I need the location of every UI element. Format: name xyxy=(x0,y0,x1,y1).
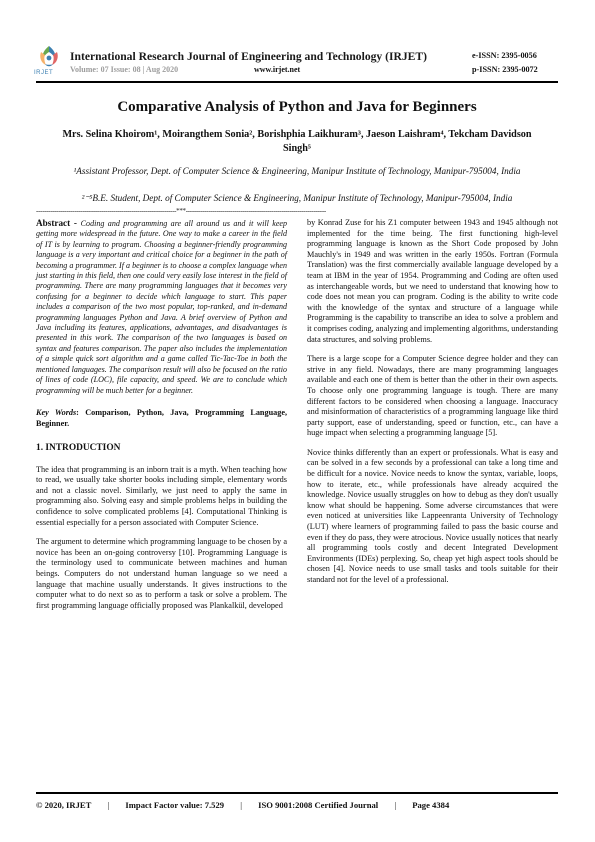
volume-info: Volume: 07 Issue: 08 | Aug 2020 xyxy=(70,65,179,74)
footer-separator: | xyxy=(240,800,242,810)
page-footer xyxy=(36,800,558,810)
right-paragraph-2: There is a large scope for a Computer Science degree holder and they can strive in any field. Nowadays, there are many programming languages available and each one of them is better than the other in their own aspects. To choose only one programming language is tough. There are many different factors to be considered when choosing a language. Inaccuracy and misinformation of characteristics of a programming language like third party support, ease of understanding, speed or function, etc., can have a huge impact when selecting a programming language [5]. xyxy=(307,354,558,438)
left-column xyxy=(36,218,287,620)
footer-separator: | xyxy=(394,800,397,810)
keywords xyxy=(36,408,287,429)
header-rule xyxy=(36,81,558,83)
footer-separator: | xyxy=(107,800,110,810)
right-paragraph-3: Novice thinks differently than an expert or professionals. What is easy and can be solved in a few seconds by a professional can take a long time and be difficult for a novice. Novice needs to know the syntax, variable, loops, how to iterate, etc., while professionals have already acquired the knowledge. Novice usually struggles on how to debug as they don't usually know what should be happening. Some adverse circumstances that were even noticed at universities like Lappeenranta University of Technology (LUT) where learners of programming failed to pass the basic course and even if they do pass, they were atrocious. Novice usually notices that nearly all programming tools costly and decent Integrated Development Environments (IDEs) perplexing. So, cheap yet high aspect tools should be chosen [4]. Novice needs to use small tasks and tools suitable for their standard not for the level of a professional. xyxy=(307,447,558,584)
abstract-text: Coding and programming are all around us and it will keep getting more widespread in the future. One way to make a career in the field of IT is by learning to program. Choosing a beginner-friendly programming language is a very important and critical choice for a beginner in the path of becoming a programmer. If a beginner is to choose a complex language when just starting in this field, then one could very easily lose interest in the field of programming. There are many programming languages that it becomes very confusing for a beginner to decide which language to start. This paper includes a comparison of the two most popular, top-ranked, and in-demand programming languages Python and Java. A brief overview of Python and Java including its features, applications, advantages, and disadvantages is presented in this work. The comparison of the two languages is based on syntax and features comparison. The paper also includes the implementation of a simple quick sort algorithm and a game called Tic-Tac-Toe in both the mentioned languages. The comparison result will also be focused on the ratio of lines of code (LOC), file capacity, and speed. We are to conclude which programming will be much better for a beginner. xyxy=(36,219,288,395)
footer-iso: ISO 9001:2008 Certified Journal xyxy=(258,800,379,810)
footer-page-number: Page 4384 xyxy=(412,800,450,810)
p-issn: p-ISSN: 2395-0072 xyxy=(472,65,538,74)
section-heading-introduction: 1. INTRODUCTION xyxy=(36,443,121,454)
intro-paragraph-1: The idea that programming is an inborn trait is a myth. When teaching how to read, we usually take shorter books including simple, elementary words and not a classic novel. Similarly, we just need to apply the same in programming also. Solving easy and simple problems helps in building the confidence to solve complicated problems [4]. Computational Thinking is essential especially for a person associated with Computer Science. xyxy=(36,464,287,527)
right-paragraph-1: by Konrad Zuse for his Z1 computer between 1943 and 1945 although not implemented for the time being. The first functioning high-level programming language is known as the Short Code proposed by John Mauchly's in 1949 and was written in the early 1950s. Fortran (Formula Translation) was the first commercially available language developed by a team at IBM in the year of 1954. Programming and Coding are often used as interchangeable words, but we need to understand that knowing how to code does not mean you can program. Coding is the ability to write code with the knowledge of the syntax and structure of a language while Programming is the capability to transcribe an idea to solve a problem and it comprises coding, analyzing and implementing algorithms, understanding data structures, and solving problems. xyxy=(307,218,558,344)
footer-rule xyxy=(36,792,558,794)
right-column xyxy=(307,218,558,595)
logo-text: IRJET xyxy=(34,70,54,76)
journal-title: International Research Journal of Engineering and Technology (IRJET) xyxy=(70,50,427,63)
abstract-label: Abstract - xyxy=(36,218,81,228)
abstract xyxy=(36,218,287,396)
issn-block xyxy=(472,51,558,79)
paper-title: Comparative Analysis of Python and Java for Beginners xyxy=(117,99,477,115)
irjet-logo-icon xyxy=(36,44,62,70)
affiliation-1: ¹Assistant Professor, Dept. of Computer Science & Engineering, Manipur Institute of Technology, Manipur-795004, India xyxy=(73,166,521,176)
journal-url[interactable]: www.irjet.net xyxy=(254,65,301,74)
keywords-text: : Comparison, Python, Java, Programming Language, Beginner. xyxy=(36,407,287,428)
intro-paragraph-2: The argument to determine which programming language to be chosen by a novice has been an on-going controversy [10]. Programming Language is the terminology used to communicate between machines and human beings. Computers do not understand human language so we need a language that machine usually understands. It gives instructions to the computer what to do next so as to perform a task or solve a problem. The first programming language officially proposed was Plankalkül, developed xyxy=(36,537,287,610)
footer-copyright: © 2020, IRJET xyxy=(36,800,92,810)
author-list: Mrs. Selina Khoirom¹, Moirangthem Sonia², Borishphia Laikhuram³, Jaeson Laishram⁴, Tekcham Davidson Singh⁵ xyxy=(62,129,532,154)
affiliation-2: ²⁻⁵B.E. Student, Dept. of Computer Science & Engineering, Manipur Institute of Technology, Manipur-795004, India xyxy=(81,193,513,203)
footer-impact-factor: Impact Factor value: 7.529 xyxy=(125,800,225,810)
journal-header xyxy=(36,44,558,86)
section-divider: ---------------------------------------------------------------------***--------------------------------------------------------------------- xyxy=(36,207,326,215)
e-issn: e-ISSN: 2395-0056 xyxy=(472,51,537,60)
keywords-label: Key Words xyxy=(36,407,77,417)
